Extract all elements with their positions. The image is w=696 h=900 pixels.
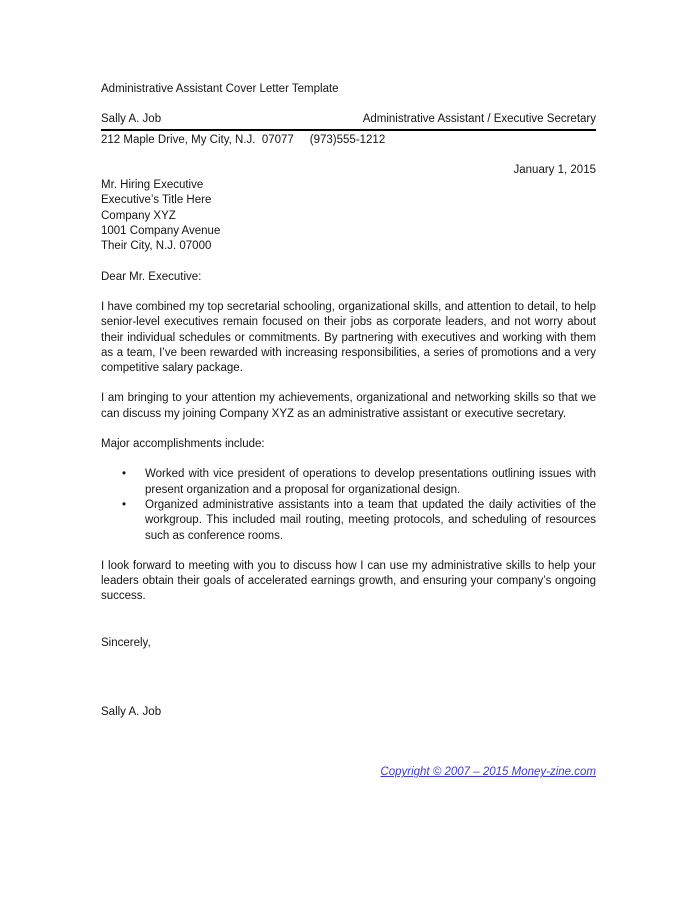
letterhead-address: 212 Maple Drive, My City, N.J. 07077 (973)555-1212	[101, 133, 386, 146]
bullet-text: Worked with vice president of operations to develop presentations outlining issues with present organization and a proposal for organizational design.	[145, 468, 596, 496]
recipient-line: Executive’s Title Here	[101, 194, 212, 207]
body-paragraph-2: I am bringing to your attention my achievements, organizational and networking skills so that we can discuss my joining Company XYZ as an administrative assistant or executive secretary.	[101, 392, 596, 420]
valediction: Sincerely,	[101, 636, 151, 649]
letterhead	[101, 112, 596, 130]
bullet-item	[101, 498, 596, 544]
body-paragraph-1: I have combined my top secretarial schooling, organizational skills, and attention to detail, to help senior-level executives remain focused on their jobs as corporate leaders, and not worry about their individual schedules or commitments. By partnering with executives and working with them as a team, I’ve been rewarded with increasing responsibilities, a series of promotions and a very competitive salary package.	[101, 300, 596, 375]
recipient-line: 1001 Company Avenue	[101, 225, 221, 238]
letterhead-name: Sally A. Job	[101, 113, 162, 126]
footer	[101, 765, 596, 780]
recipient-line: Mr. Hiring Executive	[101, 179, 204, 192]
bullet-text: Organized administrative assistants into a team that updated the daily activities of the workgroup. This included mail routing, meeting protocols, and scheduling of resources such as conference rooms.	[145, 498, 596, 542]
recipient-line: Their City, N.J. 07000	[101, 240, 212, 253]
document-title: Administrative Assistant Cover Letter Template	[101, 83, 339, 95]
bullet-item	[101, 467, 596, 498]
copyright-link[interactable]: Copyright © 2007 – 2015 Money-zine.com	[380, 766, 596, 779]
accomplishments-heading: Major accomplishments include:	[101, 438, 265, 451]
recipient-line: Company XYZ	[101, 209, 176, 222]
recipient-block	[101, 178, 596, 254]
letterhead-job-title: Administrative Assistant / Executive Secretary	[362, 113, 596, 126]
salutation: Dear Mr. Executive:	[101, 270, 202, 283]
accomplishments-list	[101, 467, 596, 543]
bullet-icon: •	[122, 498, 127, 511]
bullet-icon: •	[122, 468, 127, 481]
signature-name: Sally A. Job	[101, 706, 162, 719]
letter-date: January 1, 2015	[513, 163, 596, 176]
closing-paragraph: I look forward to meeting with you to discuss how I can use my administrative skills to help your leaders obtain their goals of accelerated earnings growth, and ensuring your company’s ongoing success.	[101, 559, 596, 603]
